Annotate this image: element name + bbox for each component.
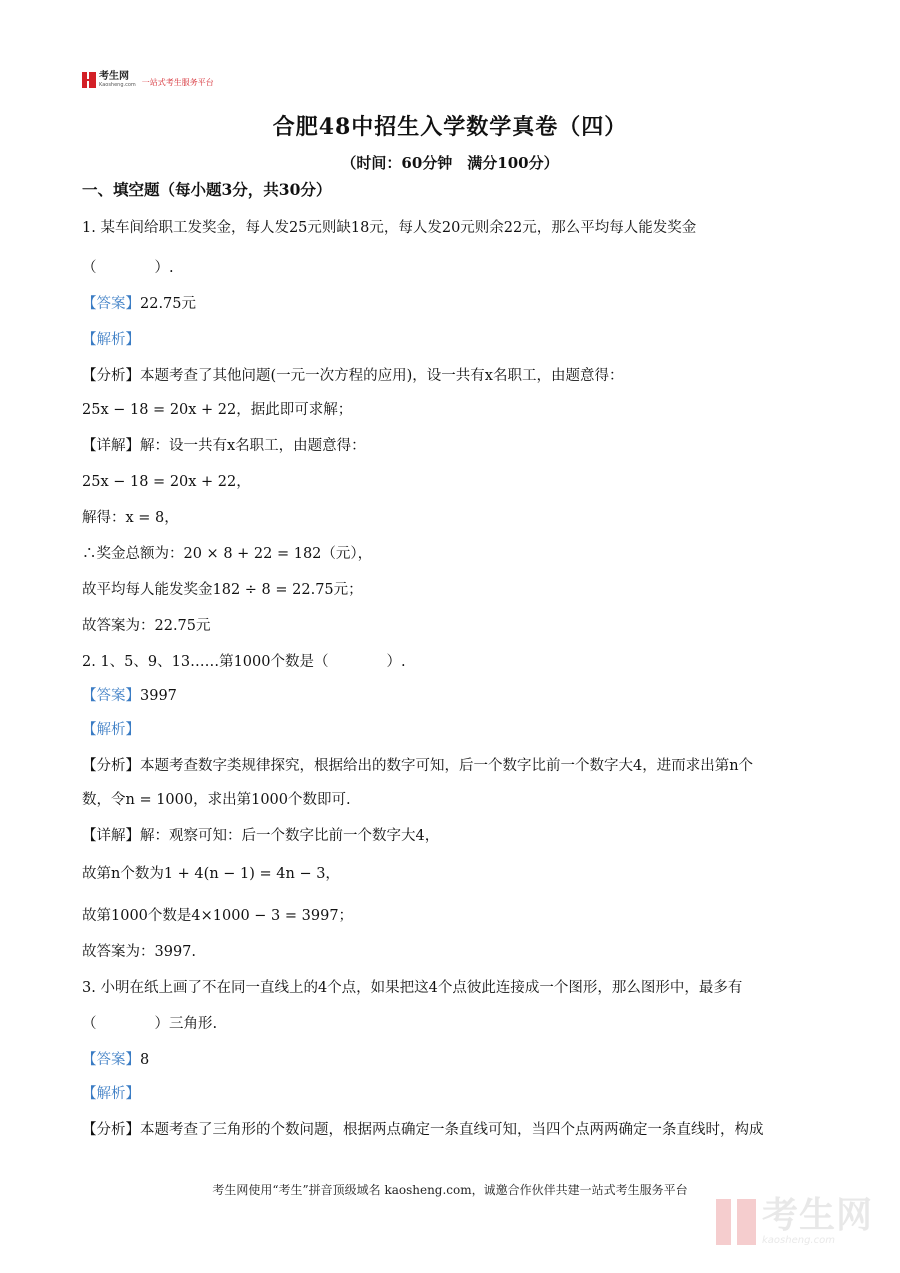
section-heading: 一、填空题（每小题3分，共30分） xyxy=(82,180,332,199)
logo-domain: Kaosheng.com xyxy=(99,81,136,88)
answer-tag: 【答案】 xyxy=(82,296,140,312)
q3-answer: 8 xyxy=(140,1052,150,1068)
q1-equation-2: 25x − 18 = 20x + 22， xyxy=(82,474,251,490)
q1-analysis-tag: 【解析】 xyxy=(82,332,140,348)
q3-fenxi-row1 xyxy=(82,1118,764,1139)
page-title: 合肥48中招生入学数学真卷（四） xyxy=(272,114,628,140)
watermark-name: 考生网 xyxy=(762,1195,874,1236)
watermark-logo-icon xyxy=(716,1199,756,1245)
q1-equation-6: 故答案为：22.75元 xyxy=(82,618,211,634)
q3-fenxi-line1: 本题考查了三角形的个数问题，根据两点确定一条直线可知，当四个点两两确定一条直线时，构成 xyxy=(140,1122,764,1138)
page-footer: 考生网使用“考生”拼音顶级域名 kaosheng.com，诚邀合作伙伴共建一站式考生服务平台 xyxy=(212,1183,688,1197)
logo-slogan: 一站式考生服务平台 xyxy=(141,78,214,87)
q1-equation-1: 25x − 18 = 20x + 22，据此即可求解； xyxy=(82,402,353,418)
q3-answer-row xyxy=(82,1048,149,1069)
q2-fenxi-line2: 数，令n = 1000，求出第1000个数即可. xyxy=(82,792,351,808)
q2-xiangjie-row xyxy=(82,824,439,845)
q2-fenxi-line1: 本题考查数字类规律探究，根据给出的数字可知，后一个数字比前一个数字大4，进而求出第n个 xyxy=(140,758,754,774)
watermark-logo xyxy=(716,1195,874,1246)
q2-fenxi-row1 xyxy=(82,754,753,775)
q2-answer: 3997 xyxy=(140,688,177,704)
q1-equation-5: 故平均每人能发奖金182 ÷ 8 = 22.75元； xyxy=(82,582,363,598)
q1-fenxi: 本题考查了其他问题(一元一次方程的应用)，设一共有x名职工，由题意得： xyxy=(140,368,624,384)
q2-analysis-tag: 【解析】 xyxy=(82,722,140,738)
q1-xiangjie: 解：设一共有x名职工，由题意得： xyxy=(140,438,366,454)
fenxi-tag: 【分析】 xyxy=(82,368,140,384)
fenxi-tag: 【分析】 xyxy=(82,1122,140,1138)
q1-stem-line1: 1. 某车间给职工发奖金，每人发25元则缺18元，每人发20元则余22元，那么平均每人能发奖金 xyxy=(82,220,697,236)
answer-tag: 【答案】 xyxy=(82,688,140,704)
q2-answer-row xyxy=(82,684,177,705)
answer-tag: 【答案】 xyxy=(82,1052,140,1068)
q3-analysis-tag: 【解析】 xyxy=(82,1086,140,1102)
site-logo[interactable] xyxy=(82,71,214,88)
q1-answer-row xyxy=(82,292,196,313)
q2-stem: 2. 1、5、9、13……第1000个数是（ ）. xyxy=(82,654,406,670)
q2-xiangjie: 解：观察可知：后一个数字比前一个数字大4， xyxy=(140,828,440,844)
logo-name: 考生网 xyxy=(99,70,129,82)
q1-xiangjie-row xyxy=(82,434,366,455)
watermark-domain: kaosheng.com xyxy=(762,1235,835,1246)
q2-equation-3: 故答案为：3997. xyxy=(82,944,197,960)
q3-stem-line1: 3. 小明在纸上画了不在同一直线上的4个点，如果把这4个点彼此连接成一个图形，那么图形中，最多有 xyxy=(82,980,743,996)
fenxi-tag: 【分析】 xyxy=(82,758,140,774)
q1-stem-line2: （ ）. xyxy=(82,260,174,276)
q2-equation-1: 故第n个数为1 + 4(n − 1) = 4n − 3， xyxy=(82,866,340,882)
logo-icon xyxy=(82,72,96,88)
page-subtitle: （时间：60分钟 满分100分） xyxy=(341,154,559,172)
xiangjie-tag: 【详解】 xyxy=(82,828,140,844)
q2-equation-2: 故第1000个数是4×1000 − 3 = 3997； xyxy=(82,908,354,924)
q1-equation-3: 解得：x = 8， xyxy=(82,510,179,526)
q1-answer: 22.75元 xyxy=(140,296,197,312)
q1-fenxi-row xyxy=(82,364,624,385)
q3-stem-line2: （ ）三角形. xyxy=(82,1016,218,1032)
xiangjie-tag: 【详解】 xyxy=(82,438,140,454)
q1-equation-4: ∴奖金总额为：20 × 8 + 22 = 182（元）， xyxy=(82,546,373,562)
